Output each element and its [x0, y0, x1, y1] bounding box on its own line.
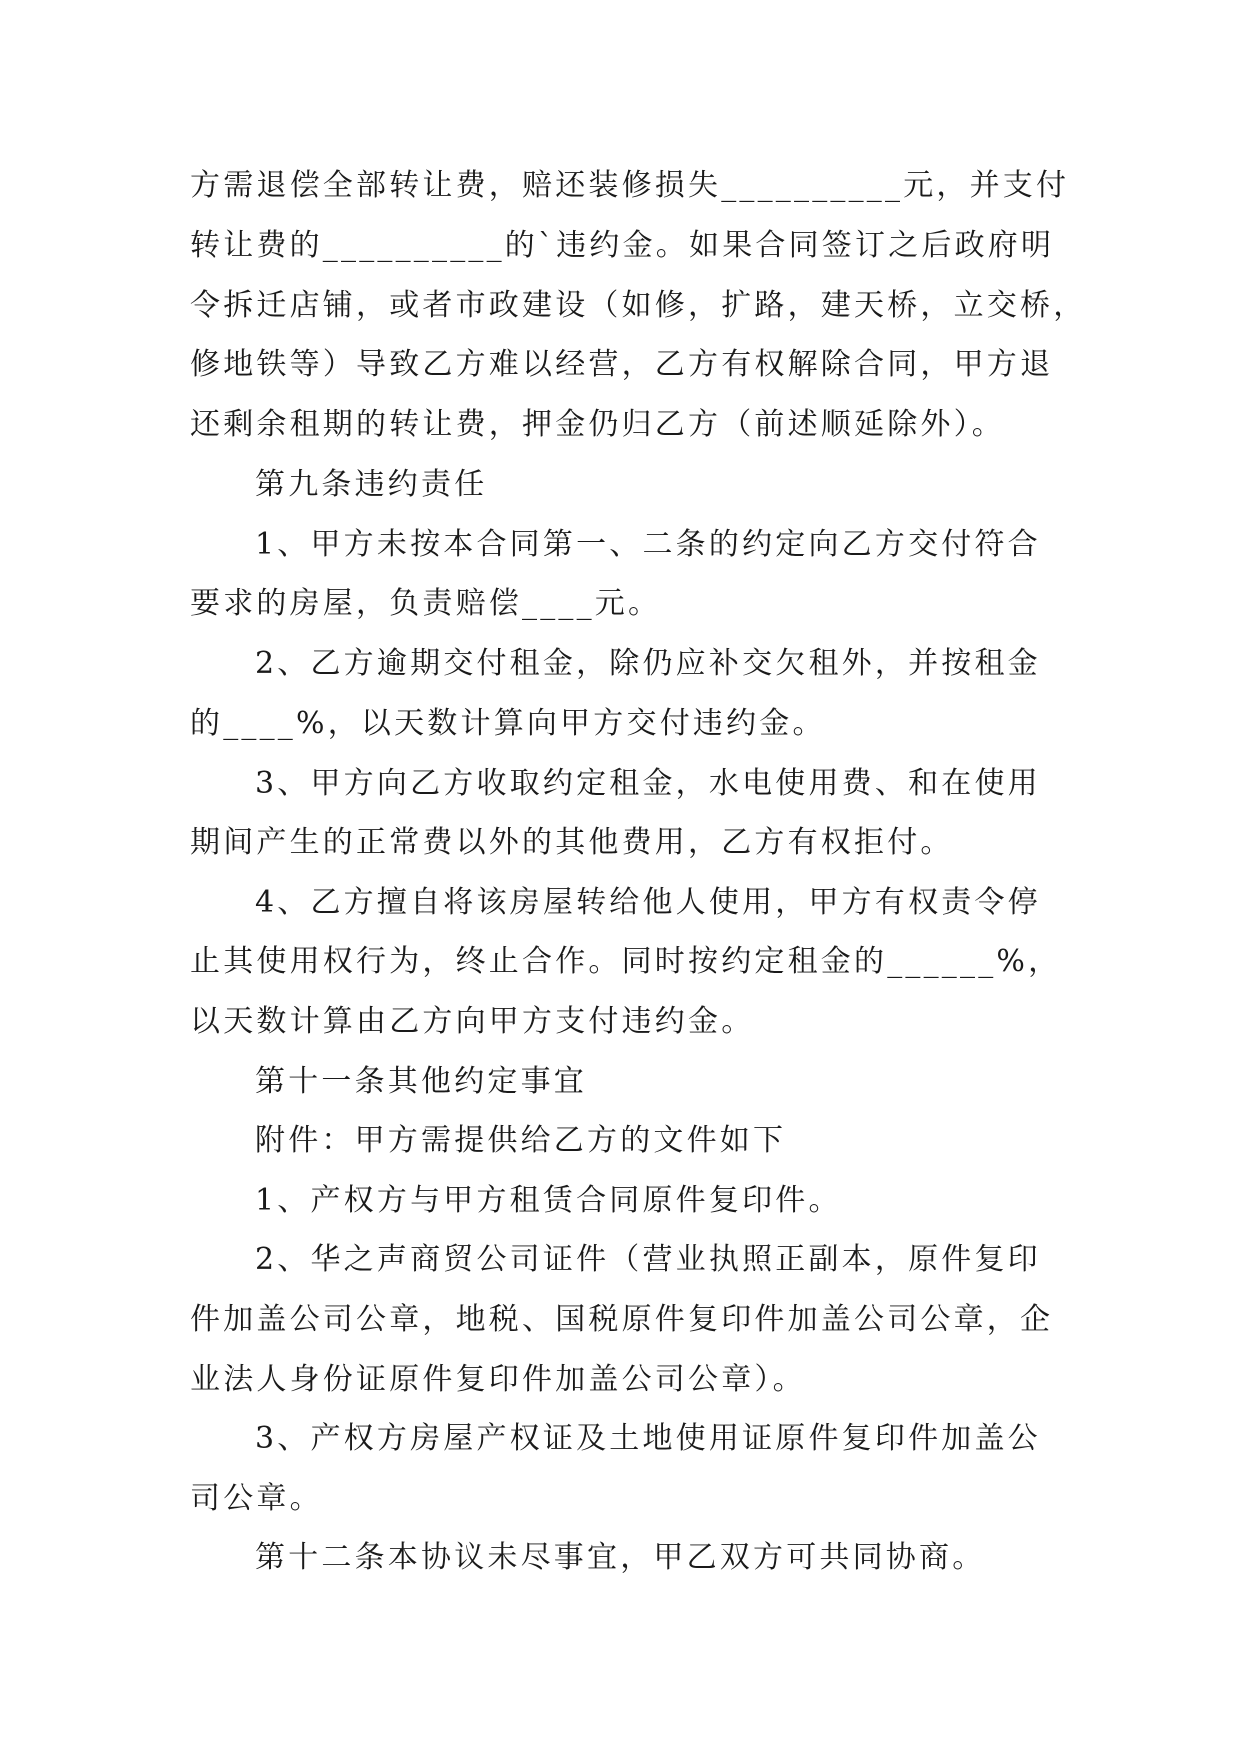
paragraph-line: 的____%，以天数计算向甲方交付违约金。 [190, 706, 826, 741]
section-heading: 第十二条本协议未尽事宜，甲乙双方可共同协商。 [255, 1540, 986, 1575]
paragraph-line: 1、产权方与甲方租赁合同原件复印件。 [255, 1183, 842, 1218]
paragraph-line: 1、甲方未按本合同第一、二条的约定向乙方交付符合 [255, 527, 1041, 562]
paragraph-line: 件加盖公司公章，地税、国税原件复印件加盖公司公章，企 [190, 1302, 1054, 1337]
paragraph-line: 修地铁等）导致乙方难以经营，乙方有权解除合同，甲方退 [190, 347, 1054, 382]
paragraph-line: 3、甲方向乙方收取约定租金，水电使用费、和在使用 [255, 766, 1041, 801]
paragraph-line: 业法人身份证原件复印件加盖公司公章）。 [190, 1362, 806, 1397]
paragraph-line: 附件：甲方需提供给乙方的文件如下 [255, 1123, 787, 1158]
paragraph-line: 2、乙方逾期交付租金，除仍应补交欠租外，并按租金 [255, 646, 1041, 681]
paragraph-line: 期间产生的正常费以外的其他费用，乙方有权拒付。 [190, 825, 954, 860]
section-heading: 第十一条其他约定事宜 [255, 1064, 587, 1099]
paragraph-line: 以天数计算由乙方向甲方支付违约金。 [190, 1004, 755, 1039]
paragraph-line: 4、乙方擅自将该房屋转给他人使用，甲方有权责令停 [255, 885, 1041, 920]
paragraph-line: 2、华之声商贸公司证件（营业执照正副本，原件复印 [255, 1242, 1041, 1277]
section-heading: 第九条违约责任 [255, 467, 488, 502]
paragraph-line: 方需退偿全部转让费，赔还装修损失__________元，并支付 [190, 168, 1070, 203]
paragraph-line: 要求的房屋，负责赔偿____元。 [190, 586, 662, 621]
paragraph-line: 止其使用权行为，终止合作。同时按约定租金的______%， [190, 944, 1062, 979]
paragraph-line: 司公章。 [190, 1481, 323, 1516]
paragraph-line: 3、产权方房屋产权证及土地使用证原件复印件加盖公 [255, 1421, 1041, 1456]
paragraph-line: 还剩余租期的转让费，押金仍归乙方（前述顺延除外）。 [190, 407, 1005, 442]
paragraph-line: 转让费的__________的`违约金。如果合同签订之后政府明 [190, 228, 1055, 263]
paragraph-line: 令拆迁店铺，或者市政建设（如修，扩路，建天桥，立交桥， [190, 288, 1087, 323]
